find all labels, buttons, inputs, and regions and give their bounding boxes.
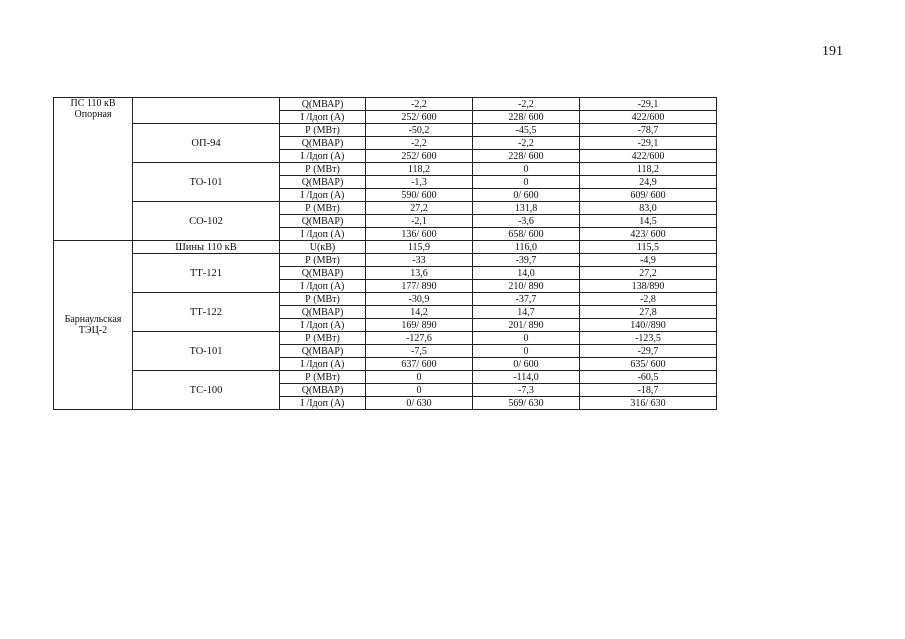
- mode-2-value-cell: -37,7: [473, 293, 580, 306]
- mode-2-value-cell: 0: [473, 176, 580, 189]
- mode-2-value-cell: 228/ 600: [473, 111, 580, 124]
- mode-3-value-cell: -29,1: [580, 98, 717, 111]
- mode-1-value-cell: 13,6: [366, 267, 473, 280]
- table-row: [54, 98, 717, 111]
- mode-1-value-cell: -7,5: [366, 345, 473, 358]
- mode-2-value-cell: 14,0: [473, 267, 580, 280]
- parameter-cell: Р (МВт): [280, 163, 366, 176]
- mode-3-value-cell: 83,0: [580, 202, 717, 215]
- mode-3-value-cell: 115,5: [580, 241, 717, 254]
- table-row: [54, 371, 717, 384]
- element-name-cell: ТС-100: [133, 371, 280, 410]
- element-name-cell: СО-102: [133, 202, 280, 241]
- parameter-cell: I /Iдоп (А): [280, 111, 366, 124]
- mode-3-value-cell: -29,1: [580, 137, 717, 150]
- mode-3-value-cell: -4,9: [580, 254, 717, 267]
- mode-2-value-cell: 131,8: [473, 202, 580, 215]
- mode-3-value-cell: 138/890: [580, 280, 717, 293]
- mode-3-value-cell: 140//890: [580, 319, 717, 332]
- mode-2-value-cell: 116,0: [473, 241, 580, 254]
- parameter-cell: Q(МВАР): [280, 306, 366, 319]
- mode-3-value-cell: 14,5: [580, 215, 717, 228]
- parameter-cell: Q(МВАР): [280, 267, 366, 280]
- mode-1-value-cell: -2,2: [366, 137, 473, 150]
- table-body: [54, 98, 717, 410]
- parameter-cell: Q(МВАР): [280, 176, 366, 189]
- station-name-cell: ПС 110 кВ Опорная: [54, 98, 133, 241]
- power-flow-table: [53, 97, 717, 410]
- parameter-cell: I /Iдоп (А): [280, 189, 366, 202]
- parameter-cell: Р (МВт): [280, 254, 366, 267]
- element-name-cell: ТО-101: [133, 163, 280, 202]
- mode-2-value-cell: -7,3: [473, 384, 580, 397]
- mode-2-value-cell: 0: [473, 332, 580, 345]
- mode-2-value-cell: -2,2: [473, 98, 580, 111]
- mode-2-value-cell: 201/ 890: [473, 319, 580, 332]
- mode-3-value-cell: -78,7: [580, 124, 717, 137]
- table-row: [54, 293, 717, 306]
- mode-1-value-cell: 118,2: [366, 163, 473, 176]
- mode-1-value-cell: -1,3: [366, 176, 473, 189]
- mode-1-value-cell: 0/ 630: [366, 397, 473, 410]
- mode-1-value-cell: 115,9: [366, 241, 473, 254]
- table-row: [54, 254, 717, 267]
- mode-1-value-cell: 252/ 600: [366, 150, 473, 163]
- station-name-cell: Барнаульская ТЭЦ-2: [54, 241, 133, 410]
- mode-3-value-cell: -2,8: [580, 293, 717, 306]
- element-name-cell: ОП-94: [133, 124, 280, 163]
- parameter-cell: Р (МВт): [280, 202, 366, 215]
- mode-2-value-cell: 0: [473, 345, 580, 358]
- parameter-cell: Р (МВт): [280, 332, 366, 345]
- mode-2-value-cell: 210/ 890: [473, 280, 580, 293]
- parameter-cell: U(кВ): [280, 241, 366, 254]
- element-name-cell: ТТ-121: [133, 254, 280, 293]
- parameter-cell: Р (МВт): [280, 124, 366, 137]
- parameter-cell: Q(МВАР): [280, 98, 366, 111]
- mode-3-value-cell: 609/ 600: [580, 189, 717, 202]
- mode-2-value-cell: -45,5: [473, 124, 580, 137]
- element-name-cell: ТТ-122: [133, 293, 280, 332]
- mode-2-value-cell: 14,7: [473, 306, 580, 319]
- element-name-cell: Шины 110 кВ: [133, 241, 280, 254]
- mode-2-value-cell: -114,0: [473, 371, 580, 384]
- mode-3-value-cell: 316/ 630: [580, 397, 717, 410]
- mode-2-value-cell: 0/ 600: [473, 189, 580, 202]
- parameter-cell: I /Iдоп (А): [280, 358, 366, 371]
- mode-1-value-cell: 0: [366, 371, 473, 384]
- table-row: [54, 163, 717, 176]
- mode-3-value-cell: 27,2: [580, 267, 717, 280]
- mode-3-value-cell: 635/ 600: [580, 358, 717, 371]
- element-name-cell: [133, 98, 280, 124]
- mode-1-value-cell: 14,2: [366, 306, 473, 319]
- mode-1-value-cell: -2,1: [366, 215, 473, 228]
- parameter-cell: I /Iдоп (А): [280, 150, 366, 163]
- mode-1-value-cell: -30,9: [366, 293, 473, 306]
- parameter-cell: Q(МВАР): [280, 137, 366, 150]
- parameter-cell: I /Iдоп (А): [280, 319, 366, 332]
- mode-2-value-cell: 658/ 600: [473, 228, 580, 241]
- parameter-cell: Q(МВАР): [280, 345, 366, 358]
- mode-1-value-cell: 136/ 600: [366, 228, 473, 241]
- parameter-cell: Q(МВАР): [280, 215, 366, 228]
- mode-2-value-cell: -2,2: [473, 137, 580, 150]
- table-row: [54, 202, 717, 215]
- parameter-cell: Р (МВт): [280, 293, 366, 306]
- mode-3-value-cell: 24,9: [580, 176, 717, 189]
- mode-3-value-cell: -60,5: [580, 371, 717, 384]
- mode-1-value-cell: 169/ 890: [366, 319, 473, 332]
- mode-3-value-cell: -123,5: [580, 332, 717, 345]
- parameter-cell: Р (МВт): [280, 371, 366, 384]
- table-row: [54, 124, 717, 137]
- mode-1-value-cell: 177/ 890: [366, 280, 473, 293]
- mode-1-value-cell: 27,2: [366, 202, 473, 215]
- parameter-cell: Q(МВАР): [280, 384, 366, 397]
- mode-1-value-cell: 637/ 600: [366, 358, 473, 371]
- mode-3-value-cell: -18,7: [580, 384, 717, 397]
- mode-1-value-cell: 590/ 600: [366, 189, 473, 202]
- mode-2-value-cell: 0: [473, 163, 580, 176]
- table-row: [54, 241, 717, 254]
- table-row: [54, 332, 717, 345]
- mode-2-value-cell: 569/ 630: [473, 397, 580, 410]
- mode-1-value-cell: -2,2: [366, 98, 473, 111]
- mode-1-value-cell: -33: [366, 254, 473, 267]
- mode-3-value-cell: 422/600: [580, 150, 717, 163]
- parameter-cell: I /Iдоп (А): [280, 280, 366, 293]
- mode-3-value-cell: 423/ 600: [580, 228, 717, 241]
- parameter-cell: I /Iдоп (А): [280, 228, 366, 241]
- mode-3-value-cell: -29,7: [580, 345, 717, 358]
- mode-3-value-cell: 27,8: [580, 306, 717, 319]
- mode-3-value-cell: 422/600: [580, 111, 717, 124]
- mode-3-value-cell: 118,2: [580, 163, 717, 176]
- mode-2-value-cell: 228/ 600: [473, 150, 580, 163]
- mode-1-value-cell: -127,6: [366, 332, 473, 345]
- mode-2-value-cell: -3,6: [473, 215, 580, 228]
- mode-1-value-cell: -50,2: [366, 124, 473, 137]
- mode-2-value-cell: -39,7: [473, 254, 580, 267]
- page-number: 191: [822, 44, 843, 59]
- element-name-cell: ТО-101: [133, 332, 280, 371]
- mode-1-value-cell: 0: [366, 384, 473, 397]
- mode-1-value-cell: 252/ 600: [366, 111, 473, 124]
- parameter-cell: I /Iдоп (А): [280, 397, 366, 410]
- mode-2-value-cell: 0/ 600: [473, 358, 580, 371]
